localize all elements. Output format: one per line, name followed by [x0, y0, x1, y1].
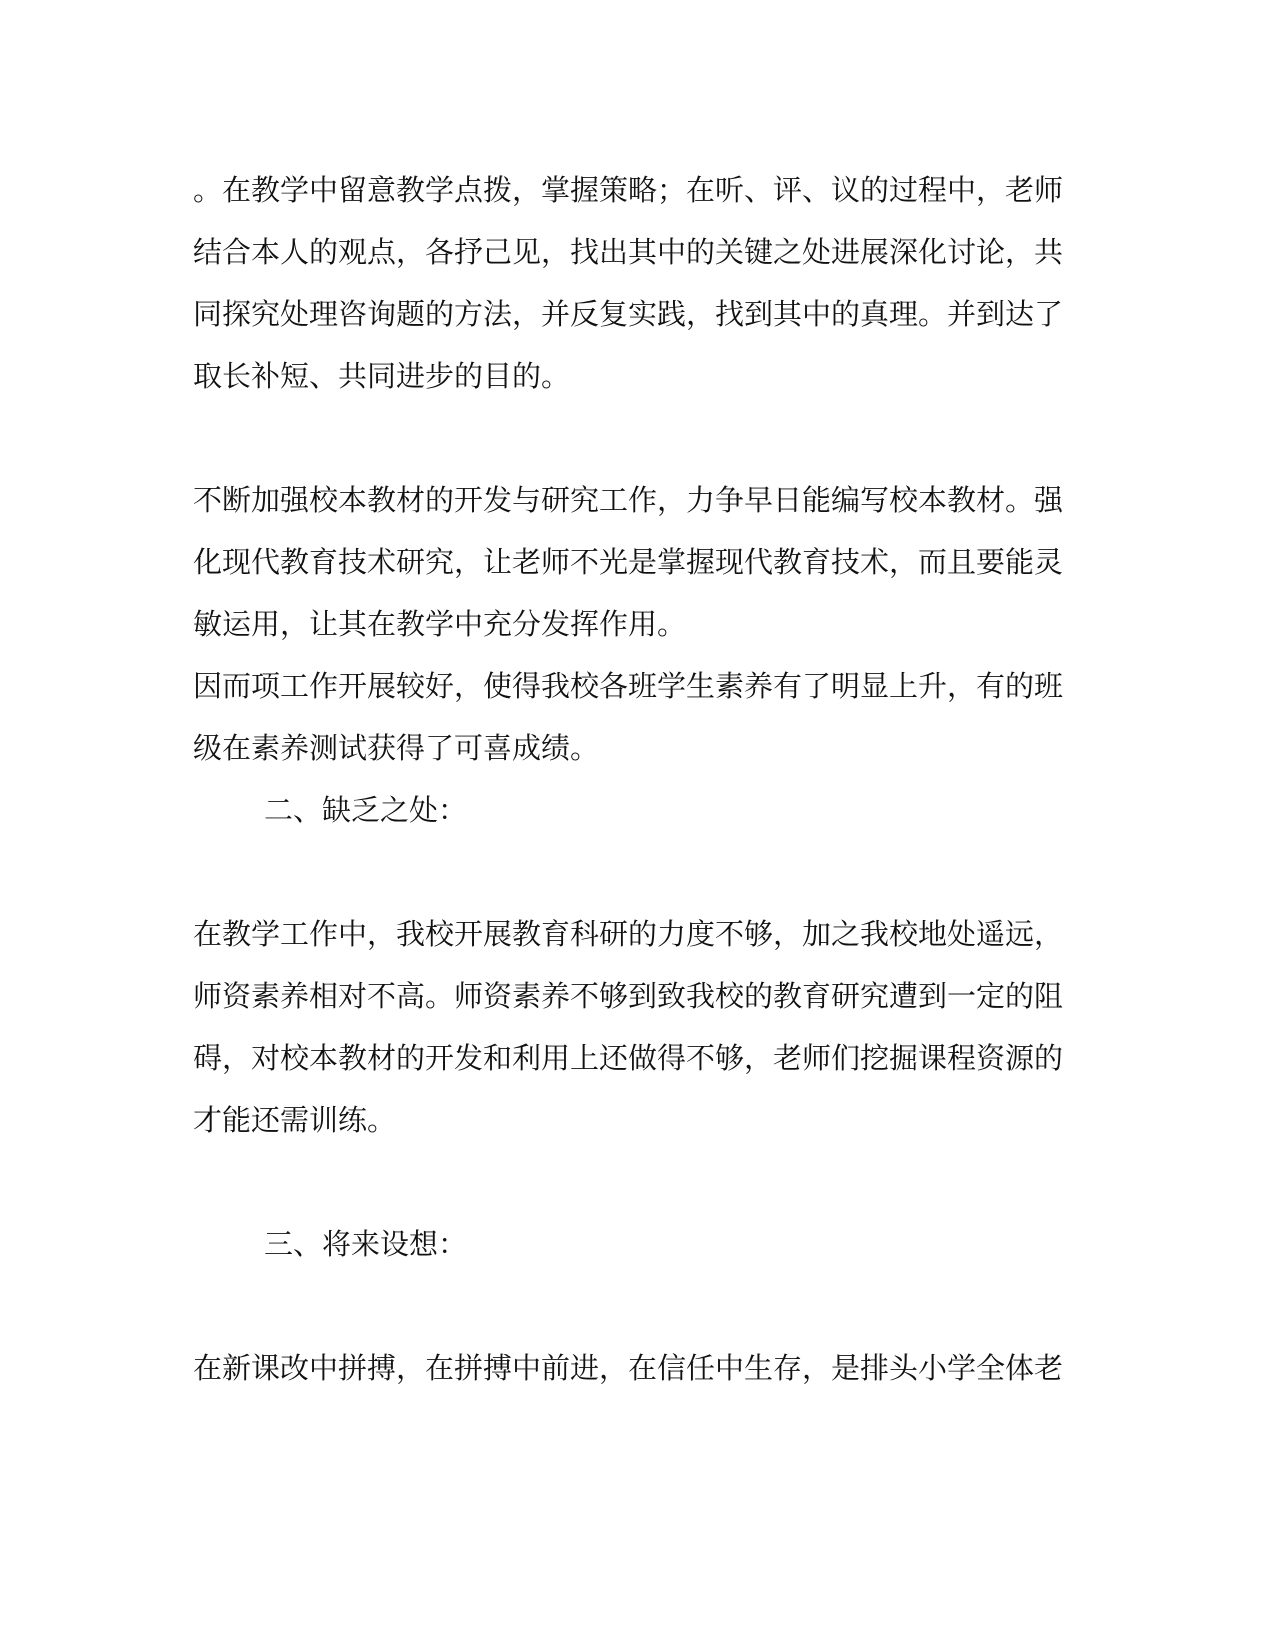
- paragraph-line: 不断加强校本教材的开发与研究工作，力争早日能编写校本教材。强: [193, 483, 1064, 517]
- paragraph-line: 在教学工作中，我校开展教育科研的力度不够，加之我校地处遥远，: [193, 917, 1064, 951]
- paragraph-line: 化现代教育技术研究，让老师不光是掌握现代教育技术，而且要能灵: [193, 545, 1064, 579]
- paragraph-line: 。在教学中留意教学点拨，掌握策略；在听、评、议的过程中，老师: [193, 173, 1064, 207]
- paragraph-line: 级在素养测试获得了可喜成绩。: [193, 731, 600, 765]
- paragraph-line: 因而项工作开展较好，使得我校各班学生素养有了明显上升，有的班: [193, 669, 1064, 703]
- paragraph-line: 同探究处理咨询题的方法，并反复实践，找到其中的真理。并到达了: [193, 297, 1064, 331]
- paragraph-line: 师资素养相对不高。师资素养不够到致我校的教育研究遭到一定的阻: [193, 979, 1064, 1013]
- paragraph-line: 才能还需训练。: [193, 1103, 397, 1137]
- section-heading: 三、将来设想：: [264, 1227, 468, 1261]
- paragraph-line: 取长补短、共同进步的目的。: [193, 359, 571, 393]
- paragraph-line: 在新课改中拼搏，在拼搏中前进，在信任中生存，是排头小学全体老: [193, 1351, 1064, 1385]
- section-heading: 二、缺乏之处：: [264, 793, 468, 827]
- paragraph-line: 结合本人的观点，各抒己见，找出其中的关键之处进展深化讨论，共: [193, 235, 1064, 269]
- paragraph-line: 敏运用，让其在教学中充分发挥作用。: [193, 607, 687, 641]
- paragraph-line: 碍，对校本教材的开发和利用上还做得不够，老师们挖掘课程资源的: [193, 1041, 1064, 1075]
